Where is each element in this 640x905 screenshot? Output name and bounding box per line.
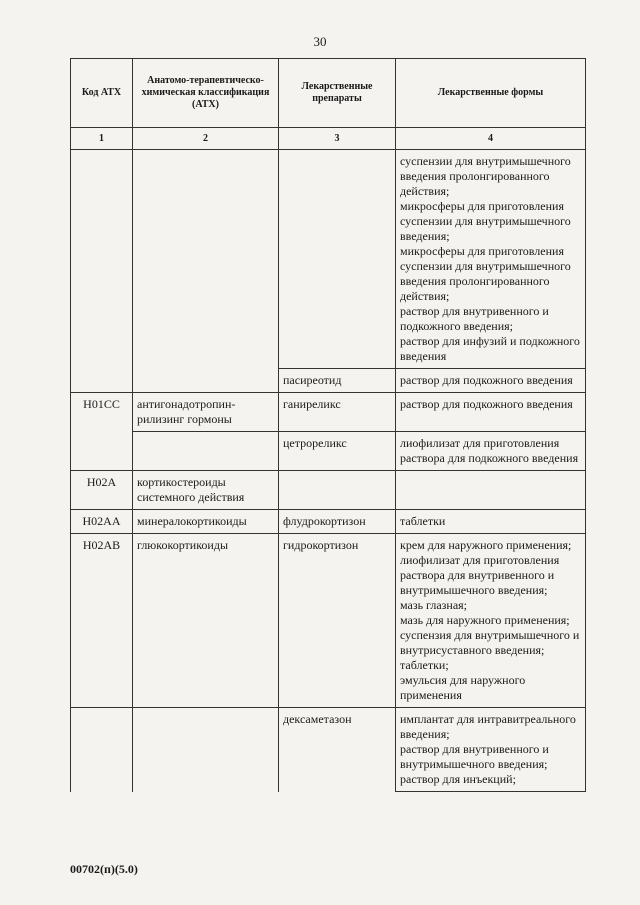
table-row (71, 393, 586, 432)
dosage-form-item: лиофилизат для приготовления раствора для внутривенного и внутримышечного введения; (400, 553, 560, 597)
dosage-form-item: суспензия для внутримышечного и внутрисуставного введения; (400, 628, 580, 657)
classification-cell: кортикостероиды системного действия (133, 471, 279, 510)
classification-cell: антигонадотропин-рилизинг гормоны (133, 393, 279, 432)
page-number: 30 (313, 34, 327, 49)
classification-cell (133, 369, 279, 393)
dosage-form-item: микросферы для приготовления суспензии для внутримышечного введения; (400, 199, 571, 243)
column-number: 4 (396, 128, 586, 150)
atc-code-cell: H02A (71, 471, 133, 510)
forms-cell (396, 471, 586, 510)
header-atc-classification: Анатомо-терапевтическо-химическая классификация (АТХ) (133, 59, 279, 128)
atc-code-cell (71, 708, 133, 792)
table-row (71, 708, 586, 792)
table-row (71, 150, 586, 369)
classification-cell: глюкокортикоиды (133, 534, 279, 708)
drug-classification-table (70, 58, 586, 792)
forms-cell (396, 150, 586, 369)
header-drugs: Лекарственные препараты (279, 59, 396, 128)
forms-cell (396, 534, 586, 708)
dosage-form-item: мазь глазная; (400, 598, 468, 612)
column-number-row (71, 128, 586, 150)
table-row (71, 534, 586, 708)
drug-cell: цетрореликс (279, 432, 396, 471)
classification-cell (133, 432, 279, 471)
forms-cell (396, 510, 586, 534)
dosage-form-item: таблетки; (400, 658, 449, 672)
dosage-form-item: суспензии для внутримышечного введения пролонгированного действия; (400, 154, 571, 198)
drug-cell (279, 471, 396, 510)
table-row (71, 369, 586, 393)
dosage-form-item: раствор для внутривенного и внутримышечного введения; (400, 742, 549, 771)
drug-cell: флудрокортизон (279, 510, 396, 534)
column-number: 3 (279, 128, 396, 150)
table-header-row (71, 59, 586, 128)
dosage-form-item: раствор для подкожного введения (400, 397, 573, 411)
table-row (71, 510, 586, 534)
drug-cell: ганиреликс (279, 393, 396, 432)
forms-cell (396, 708, 586, 792)
classification-cell (133, 708, 279, 792)
forms-cell (396, 369, 586, 393)
dosage-form-item: микросферы для приготовления суспензии для внутримышечного введения пролонгированного действия; (400, 244, 571, 303)
column-number: 1 (71, 128, 133, 150)
table-row (71, 471, 586, 510)
atc-code-cell (71, 150, 133, 369)
header-atc-code: Код АТХ (71, 59, 133, 128)
dosage-form-item: лиофилизат для приготовления раствора для подкожного введения (400, 436, 579, 465)
dosage-form-item: мазь для наружного применения; (400, 613, 570, 627)
atc-code-cell (71, 432, 133, 471)
dosage-form-item: эмульсия для наружного применения (400, 673, 526, 702)
table-row (71, 432, 586, 471)
table-body (71, 150, 586, 792)
drug-cell (279, 150, 396, 369)
atc-code-cell: H01CC (71, 393, 133, 432)
dosage-form-item: таблетки (400, 514, 446, 528)
forms-cell (396, 432, 586, 471)
column-number: 2 (133, 128, 279, 150)
classification-cell (133, 150, 279, 369)
dosage-form-item: раствор для инъекций; (400, 772, 516, 786)
drug-cell: пасиреотид (279, 369, 396, 393)
atc-code-cell: H02AB (71, 534, 133, 708)
dosage-form-item: раствор для подкожного введения (400, 373, 573, 387)
header-dosage-forms: Лекарственные формы (396, 59, 586, 128)
drug-cell: гидрокортизон (279, 534, 396, 708)
drug-cell: дексаметазон (279, 708, 396, 792)
dosage-form-item: раствор для инфузий и подкожного введения (400, 334, 580, 363)
dosage-form-item: раствор для внутривенного и подкожного введения; (400, 304, 549, 333)
dosage-form-item: имплантат для интравитреального введения; (400, 712, 576, 741)
forms-cell (396, 393, 586, 432)
classification-cell: минералокортикоиды (133, 510, 279, 534)
atc-code-cell (71, 369, 133, 393)
atc-code-cell: H02AA (71, 510, 133, 534)
dosage-form-item: крем для наружного применения; (400, 538, 572, 552)
document-code: 00702(п)(5.0) (70, 862, 138, 876)
